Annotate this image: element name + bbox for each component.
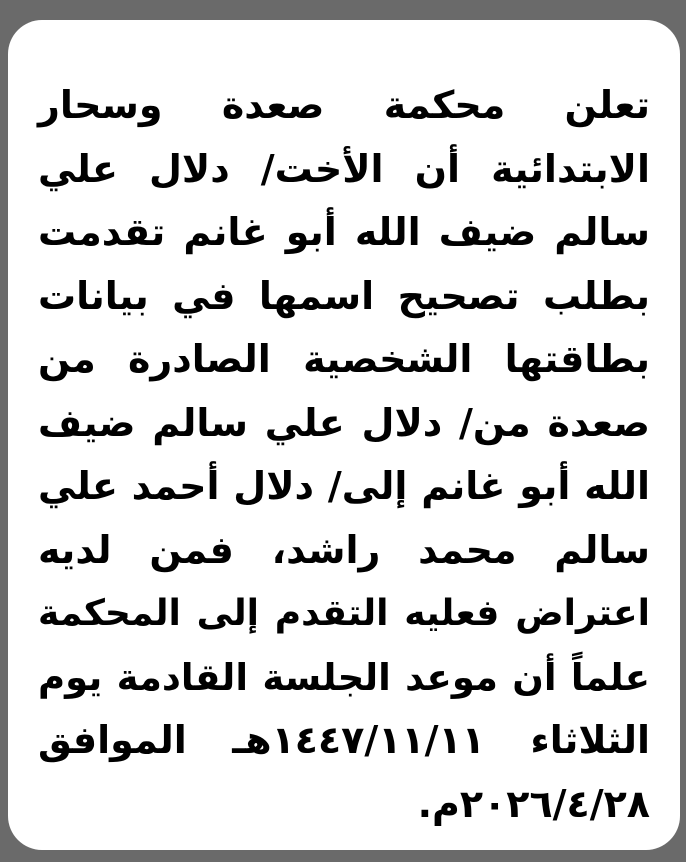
notice-line-8: سالم محمد راشد، فمن لديه: [38, 527, 650, 572]
notice-line-12: ٢٠٢٦/٤/٢٨م.: [417, 781, 650, 826]
notice-line-3: سالم ضيف الله أبو غانم تقدمت: [38, 210, 650, 254]
notice-line-6: صعدة من/ دلال علي سالم ضيف: [38, 400, 650, 445]
notice-line-10: علماً أن موعد الجلسة القادمة يوم: [38, 655, 650, 699]
notice-line-9: اعتراض فعليه التقدم إلى المحكمة: [38, 593, 650, 634]
notice-line-11: الثلاثاء ١٤٤٧/١١/١١هـ الموافق: [38, 718, 650, 762]
notice-line-2: الابتدائية أن الأخت/ دلال علي: [38, 146, 650, 191]
notice-line-5: بطاقتها الشخصية الصادرة من: [38, 337, 650, 381]
notice-line-7: الله أبو غانم إلى/ دلال أحمد علي: [38, 464, 650, 508]
notice-line-1: تعلن محكمة صعدة وسحار: [38, 83, 650, 127]
notice-line-4: بطلب تصحيح اسمها في بيانات: [38, 273, 650, 318]
court-notice-card: [8, 20, 680, 850]
court-notice-text: [38, 74, 650, 836]
